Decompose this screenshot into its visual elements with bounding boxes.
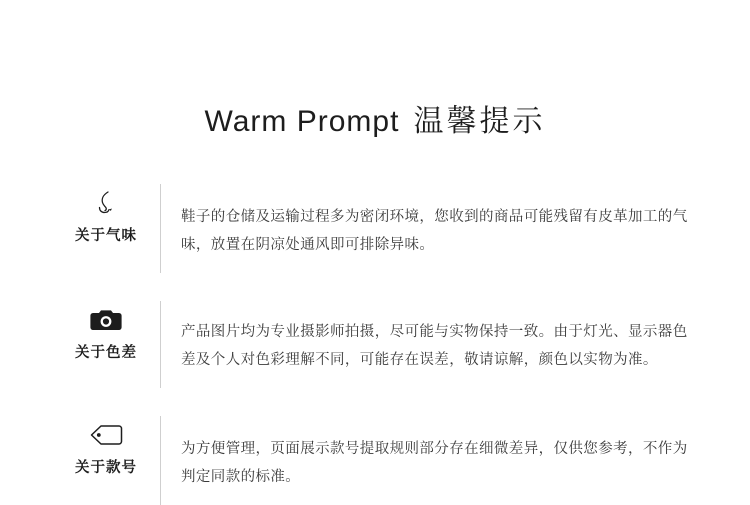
page-title-chinese: 温馨提示 (413, 105, 546, 138)
prompt-section-color-header (52, 301, 160, 362)
prompt-section-style-label: 关于款号 (75, 460, 137, 476)
prompt-section-style-body (160, 416, 690, 505)
prompt-section-smell (52, 184, 690, 273)
prompt-section-style (52, 416, 690, 505)
prompt-section-style-header (52, 416, 160, 477)
page-title (0, 0, 750, 140)
prompt-section-color-body (160, 301, 690, 388)
prompt-section-color (52, 301, 690, 388)
prompt-section-smell-body (160, 184, 690, 273)
prompt-section-smell-text: 鞋子的仓储及运输过程多为密闭环境，您收到的商品可能残留有皮革加工的气味，放置在阴凉处通风即可排除异味。 (181, 208, 688, 253)
camera-icon (89, 303, 123, 337)
prompt-section-color-label: 关于色差 (75, 345, 137, 361)
price-tag-icon (88, 418, 124, 452)
prompt-section-color-text: 产品图片均为专业摄影师拍摄，尽可能与实物保持一致。由于灯光、显示器色差及个人对色彩理解不同，可能存在误差，敬请谅解，颜色以实物为准。 (181, 323, 688, 368)
prompt-section-style-text: 为方便管理，页面展示款号提取规则部分存在细微差异，仅供您参考，不作为判定同款的标准。 (181, 440, 688, 485)
prompt-section-smell-label: 关于气味 (75, 228, 137, 244)
prompt-section-list (0, 184, 750, 505)
nose-smell-icon (91, 186, 121, 220)
page-title-english: Warm Prompt (204, 105, 400, 138)
prompt-section-smell-header (52, 184, 160, 245)
